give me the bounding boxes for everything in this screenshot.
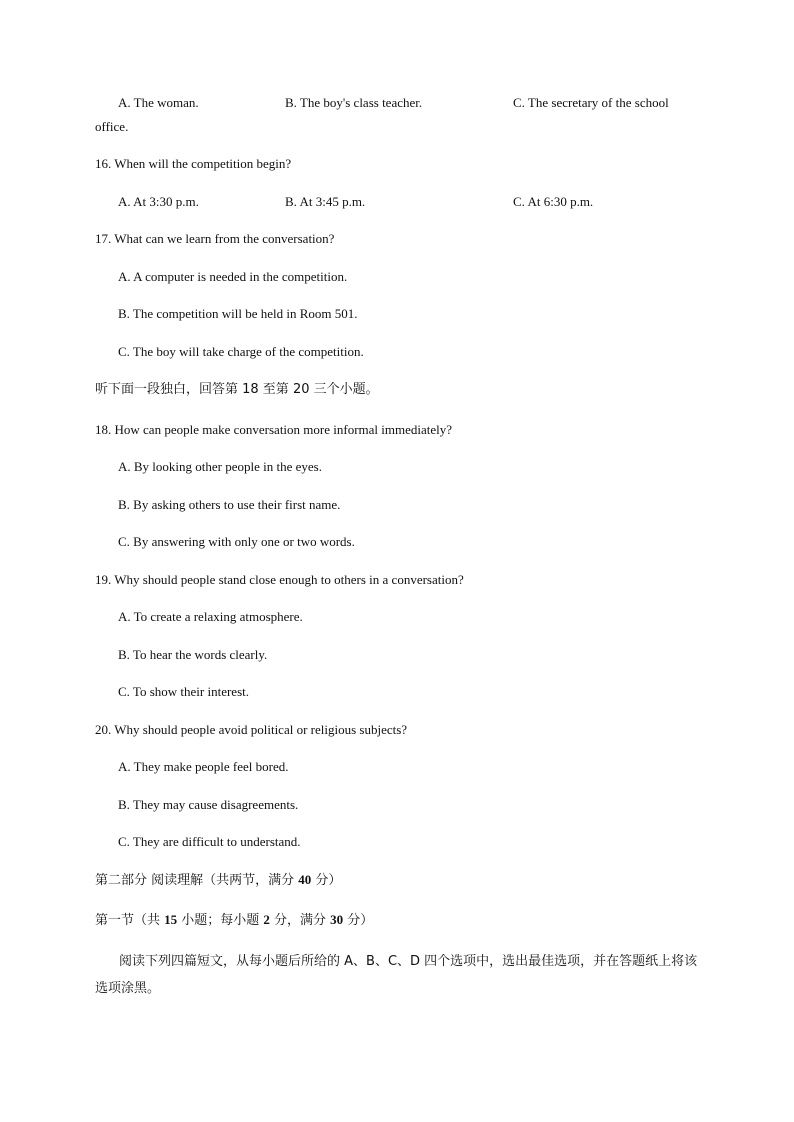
section1-points-each: 2 xyxy=(263,912,270,927)
q15-option-a: A. The woman. xyxy=(118,95,199,110)
q20-option-a: A. They make people feel bored. xyxy=(118,759,289,774)
monologue-instruction: 听下面一段独白，回答第 18 至第 20 三个小题。 xyxy=(95,382,379,397)
q16-option-c: C. At 6:30 p.m. xyxy=(513,194,594,209)
q17-option-c: C. The boy will take charge of the competition. xyxy=(118,344,364,359)
q15-option-b: B. The boy's class teacher. xyxy=(285,95,423,110)
q17-option-b: B. The competition will be held in Room 501. xyxy=(118,306,358,321)
section1-total-score: 30 xyxy=(330,912,344,927)
q15-option-c: C. The secretary of the school xyxy=(513,95,669,110)
q16-stem: 16. When will the competition begin? xyxy=(95,156,292,171)
q17-stem: 17. What can we learn from the conversation? xyxy=(95,231,335,246)
q16-option-a: A. At 3:30 p.m. xyxy=(118,194,199,209)
q18-option-c: C. By answering with only one or two words. xyxy=(118,534,355,549)
q20-option-b: B. They may cause disagreements. xyxy=(118,797,299,812)
part2-heading: 第二部分 阅读理解（共两节，满分 40 分） xyxy=(95,872,342,888)
part2-total-score: 40 xyxy=(298,872,312,887)
section1-heading: 第一节（共 15 小题；每小题 2 分，满分 30 分） xyxy=(95,912,374,928)
q18-option-b: B. By asking others to use their first name. xyxy=(118,497,341,512)
q20-option-c: C. They are difficult to understand. xyxy=(118,834,301,849)
reading-instruction: 阅读下列四篇短文，从每小题后所给的 A、B、C、D 四个选项中，选出最佳选项，并在答题纸上将该选项涂黑。 xyxy=(95,954,698,996)
q19-option-a: A. To create a relaxing atmosphere. xyxy=(118,609,303,624)
q18-stem: 18. How can people make conversation more informal immediately? xyxy=(95,422,453,437)
section1-question-count: 15 xyxy=(164,912,178,927)
q16-option-b: B. At 3:45 p.m. xyxy=(285,194,366,209)
q19-option-c: C. To show their interest. xyxy=(118,684,250,699)
q17-option-a: A. A computer is needed in the competition. xyxy=(118,269,348,284)
q19-stem: 19. Why should people stand close enough to others in a conversation? xyxy=(95,572,464,587)
q18-option-a: A. By looking other people in the eyes. xyxy=(118,459,322,474)
q15-option-c-continued: office. xyxy=(95,119,129,134)
q19-option-b: B. To hear the words clearly. xyxy=(118,647,268,662)
q20-stem: 20. Why should people avoid political or religious subjects? xyxy=(95,722,408,737)
